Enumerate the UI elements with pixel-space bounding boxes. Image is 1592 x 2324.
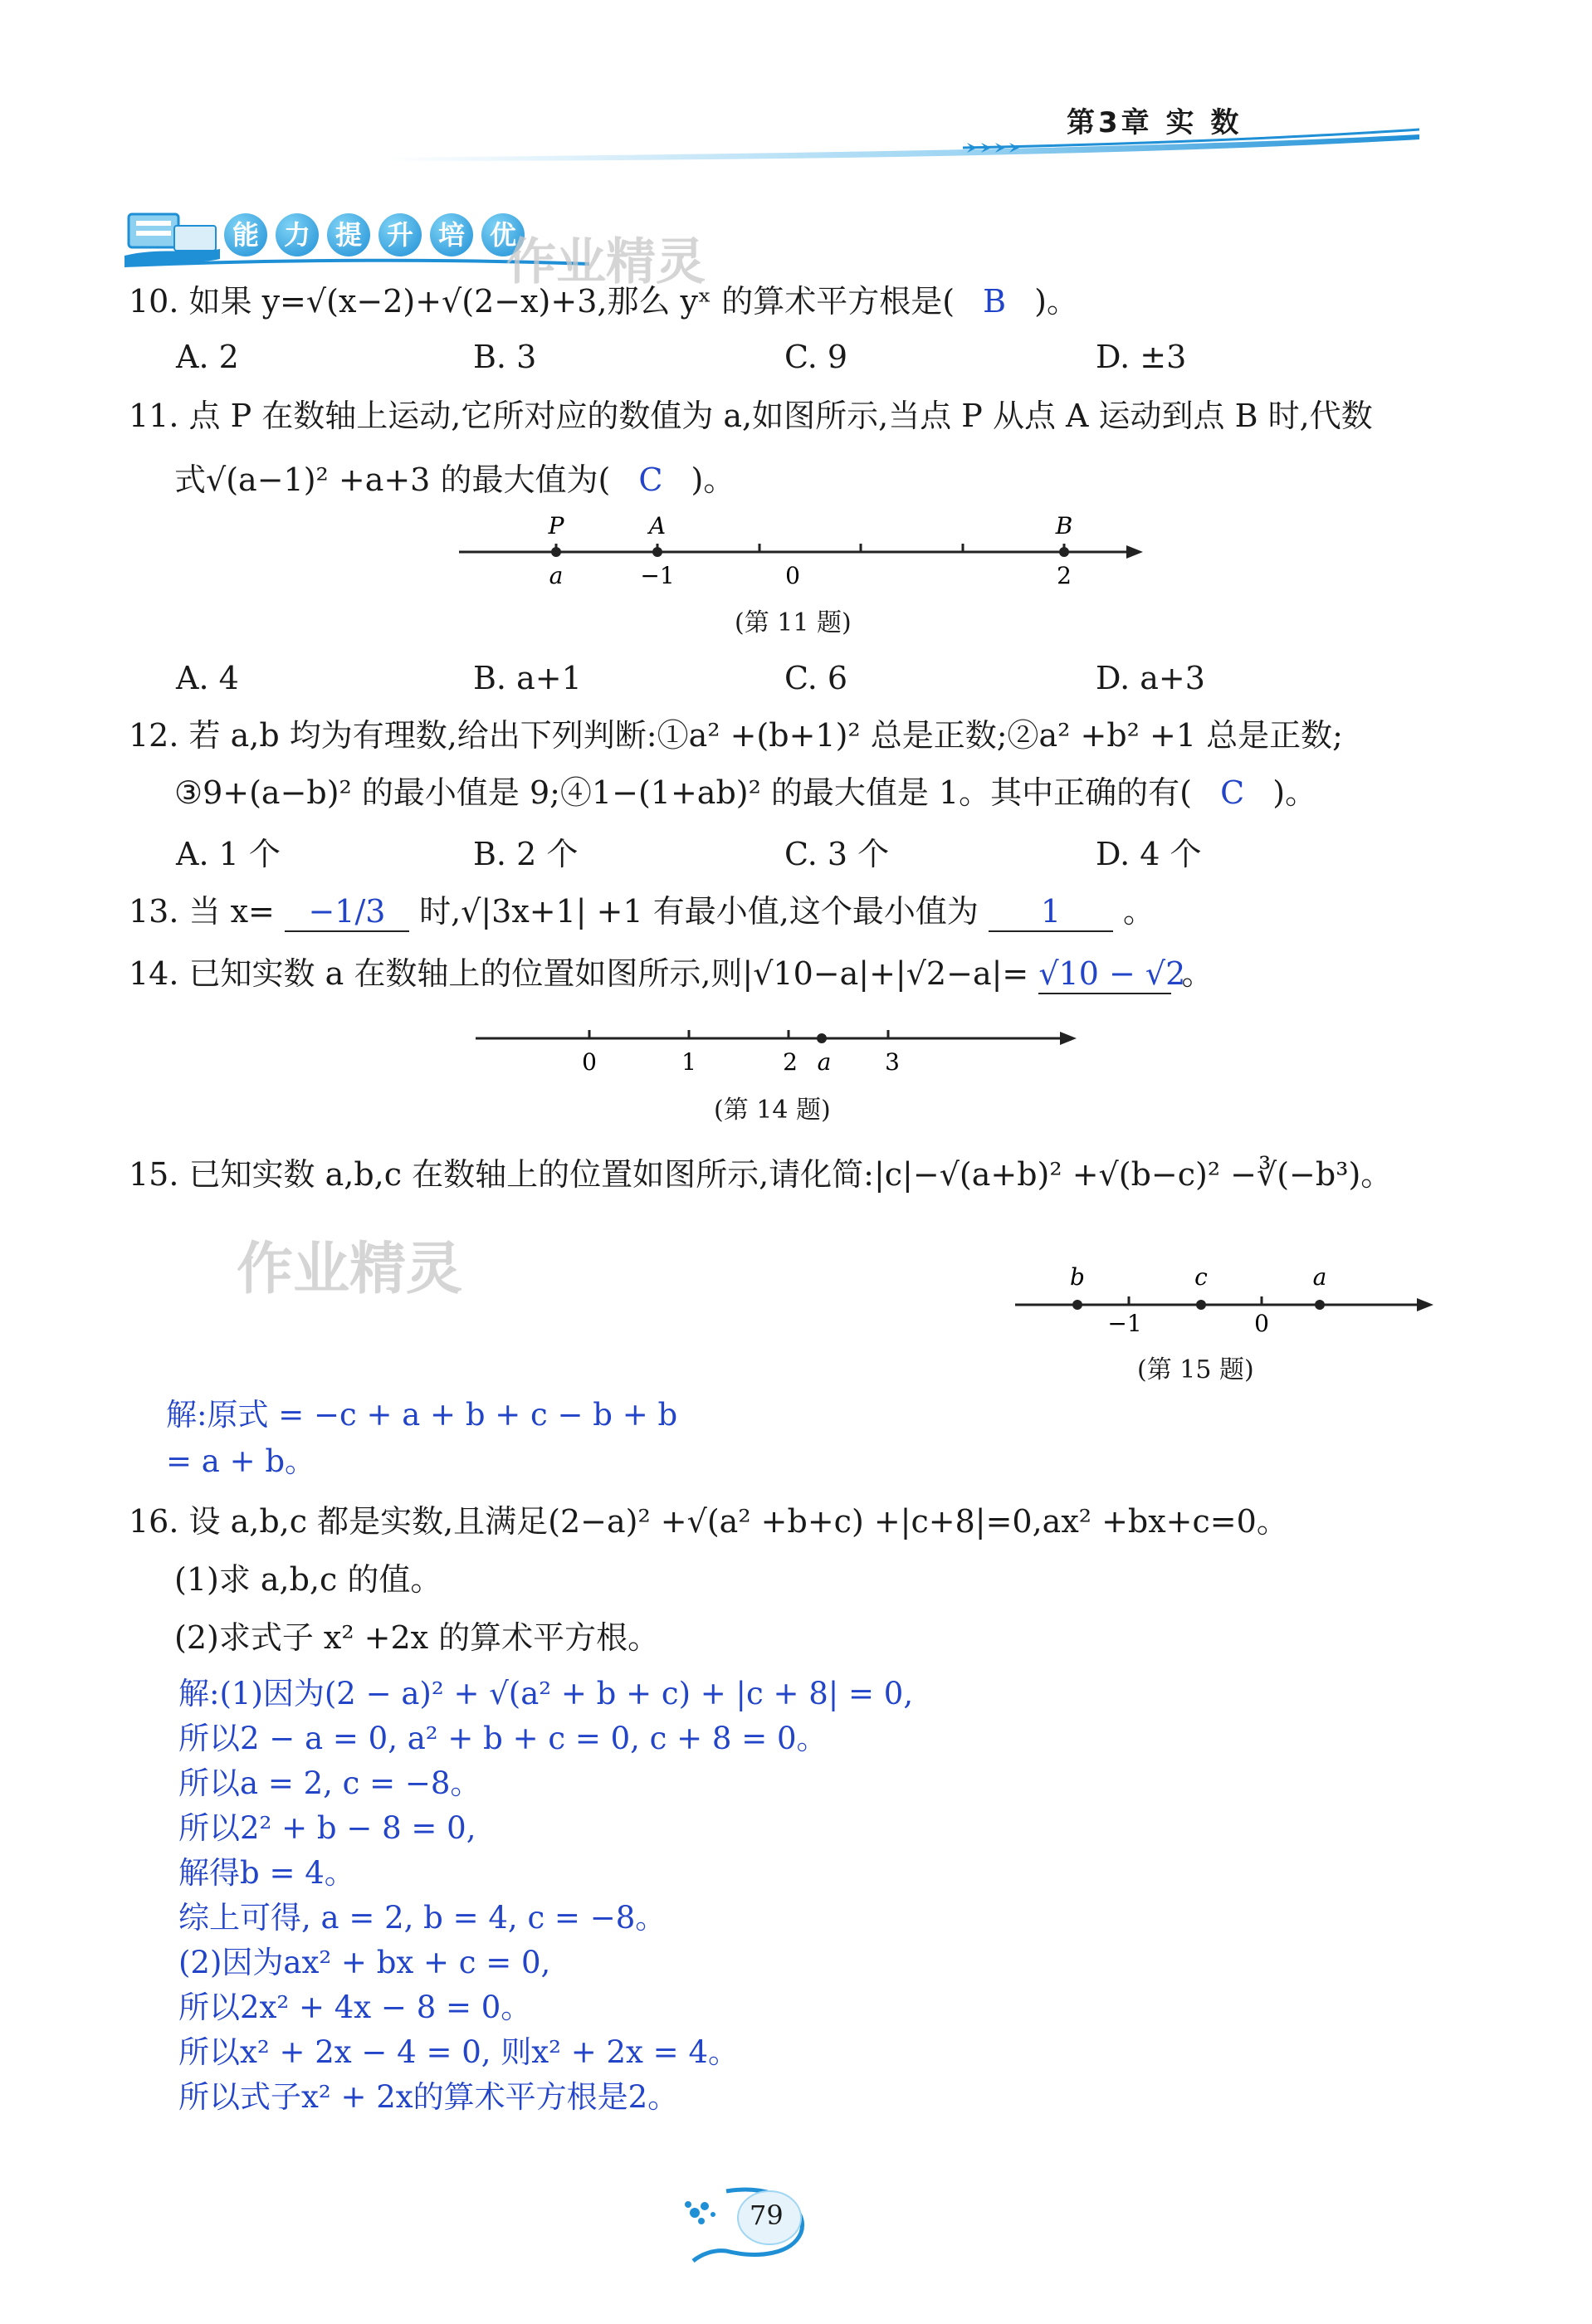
chapter-title: 第3章 实 数: [1067, 106, 1243, 139]
question-10: [129, 282, 1078, 320]
fill-blank-2: 1: [989, 892, 1113, 932]
question-text: 14. 已知实数 a 在数轴上的位置如图所示,则|√10−a|+|√2−a|=: [129, 955, 1029, 992]
question-16-part2: (2)求式子 x² +2x 的算术平方根。: [174, 1619, 660, 1656]
banner-char: 力: [276, 213, 319, 256]
label-b: B: [1055, 512, 1073, 540]
solution-line: (2)因为ax² + bx + c = 0,: [178, 1945, 551, 1980]
option-c: C. 3 个: [784, 836, 890, 872]
question-close: )。: [1034, 283, 1078, 320]
tick-label: 3: [885, 1048, 900, 1075]
solution-line: 解:(1)因为(2 − a)² + √(a² + b + c) + |c + 8| = 0,: [178, 1676, 914, 1711]
point-c: [1196, 1300, 1206, 1310]
solution-line: 所以式子x² + 2x的算术平方根是2。: [178, 2079, 679, 2115]
point-p: [551, 547, 561, 557]
answer-choice: C: [1220, 774, 1245, 811]
figure-caption: (第 15 题): [1137, 1355, 1254, 1384]
solution-line: 解得b = 4。: [178, 1855, 355, 1891]
number-line-q11: [452, 510, 1150, 593]
question-16-part1: (1)求 a,b,c 的值。: [174, 1561, 442, 1598]
tick-label: 0: [582, 1048, 597, 1075]
banner-char: 培: [430, 213, 473, 256]
question-13: [129, 892, 1155, 932]
option-b: B. 3: [473, 339, 537, 375]
question-text: 10. 如果 y=√(x−2)+√(2−x)+3,那么 yˣ 的算术平方根是(: [129, 283, 955, 320]
label-b: b: [1070, 1263, 1085, 1291]
answer-choice: C: [638, 461, 663, 498]
question-close: )。: [691, 461, 735, 498]
option-b: B. 2 个: [473, 836, 579, 872]
number-line-q14: [469, 1017, 1083, 1075]
point-a: [817, 1033, 827, 1043]
banner-char: 升: [378, 213, 422, 256]
banner-char: 能: [224, 213, 267, 256]
question-text: 式√(a−1)² +a+3 的最大值为(: [174, 461, 611, 498]
solution-line: 所以a = 2, c = −8。: [178, 1765, 481, 1801]
label-c: c: [1194, 1263, 1208, 1291]
point-b: [1072, 1300, 1082, 1310]
solution-line: = a + b。: [166, 1443, 316, 1479]
point-a: [652, 547, 662, 557]
figure-caption: (第 11 题): [735, 608, 852, 637]
banner-title: [224, 213, 540, 260]
question-text: 13. 当 x=: [129, 893, 275, 930]
tick-label: 1: [681, 1048, 696, 1075]
solution-line: 所以x² + 2x − 4 = 0, 则x² + 2x = 4。: [178, 2034, 739, 2070]
option-b: B. a+1: [473, 660, 582, 696]
solution-line: 解:原式 = −c + a + b + c − b + b: [166, 1397, 678, 1433]
option-c: C. 6: [784, 660, 848, 696]
answer-choice: B: [983, 283, 1007, 320]
tick-label: −1: [640, 562, 675, 589]
question-11-line1: 11. 点 P 在数轴上运动,它所对应的数值为 a,如图所示,当点 P 从点 A 运动到点 B 时,代数: [129, 398, 1373, 434]
fill-blank: √10 − √2: [1038, 954, 1171, 994]
banner-char: 提: [327, 213, 370, 256]
question-end: 。: [1181, 955, 1214, 992]
question-end: 。: [1123, 893, 1155, 930]
solution-line: 所以2x² + 4x − 8 = 0。: [178, 1990, 532, 2025]
point-a: [1315, 1300, 1325, 1310]
tick-label: 0: [785, 562, 800, 589]
label-p: P: [548, 512, 564, 540]
question-12-line1: 12. 若 a,b 均为有理数,给出下列判断:①a² +(b+1)² 总是正数;②a² +b² +1 总是正数;: [129, 717, 1343, 754]
header-rule-icon: [382, 124, 1428, 166]
question-11-line2: [174, 461, 735, 499]
option-a: A. 1 个: [176, 836, 281, 872]
option-a: A. 2: [176, 339, 239, 375]
option-d: D. 4 个: [1096, 836, 1202, 872]
tick-label: 2: [1057, 562, 1072, 589]
question-14: [129, 954, 1213, 994]
option-a: A. 4: [176, 660, 239, 696]
page-number: 79: [750, 2200, 784, 2231]
banner-char: 优: [481, 213, 525, 256]
option-d: D. ±3: [1096, 339, 1187, 375]
tick-label: −1: [1107, 1310, 1142, 1336]
point-b: [1059, 547, 1069, 557]
watermark: 作业精灵: [506, 233, 706, 291]
label-a: a: [1312, 1263, 1327, 1291]
solution-line: 所以2² + b − 8 = 0,: [178, 1810, 476, 1846]
tick-label: 2: [783, 1048, 798, 1075]
question-text: 时,√|3x+1| +1 有最小值,这个最小值为: [419, 893, 979, 930]
point-label: a: [817, 1048, 832, 1075]
question-close: )。: [1272, 774, 1317, 811]
label-a: A: [648, 512, 667, 540]
tick-label: 0: [1254, 1310, 1269, 1336]
option-d: D. a+3: [1096, 660, 1205, 696]
question-text: ③9+(a−b)² 的最小值是 9;④1−(1+ab)² 的最大值是 1。其中正确的有(: [174, 774, 1192, 811]
option-c: C. 9: [784, 339, 848, 375]
question-16: 16. 设 a,b,c 都是实数,且满足(2−a)² +√(a² +b+c) +|c+8|=0,ax² +bx+c=0。: [129, 1503, 1288, 1540]
question-15: 15. 已知实数 a,b,c 在数轴上的位置如图所示,请化简:|c|−√(a+b)² +√(b−c)² −∛(−b³)。: [129, 1156, 1393, 1193]
watermark: 作业精灵: [237, 1237, 463, 1302]
question-12-line2: [174, 774, 1316, 812]
tick-label: a: [549, 562, 564, 589]
figure-caption: (第 14 题): [714, 1096, 831, 1125]
fill-blank-1: −1/3: [285, 892, 409, 932]
solution-line: 所以2 − a = 0, a² + b + c = 0, c + 8 = 0。: [178, 1721, 828, 1756]
solution-line: 综上可得, a = 2, b = 4, c = −8。: [178, 1900, 667, 1936]
number-line-q15: [1008, 1262, 1440, 1336]
